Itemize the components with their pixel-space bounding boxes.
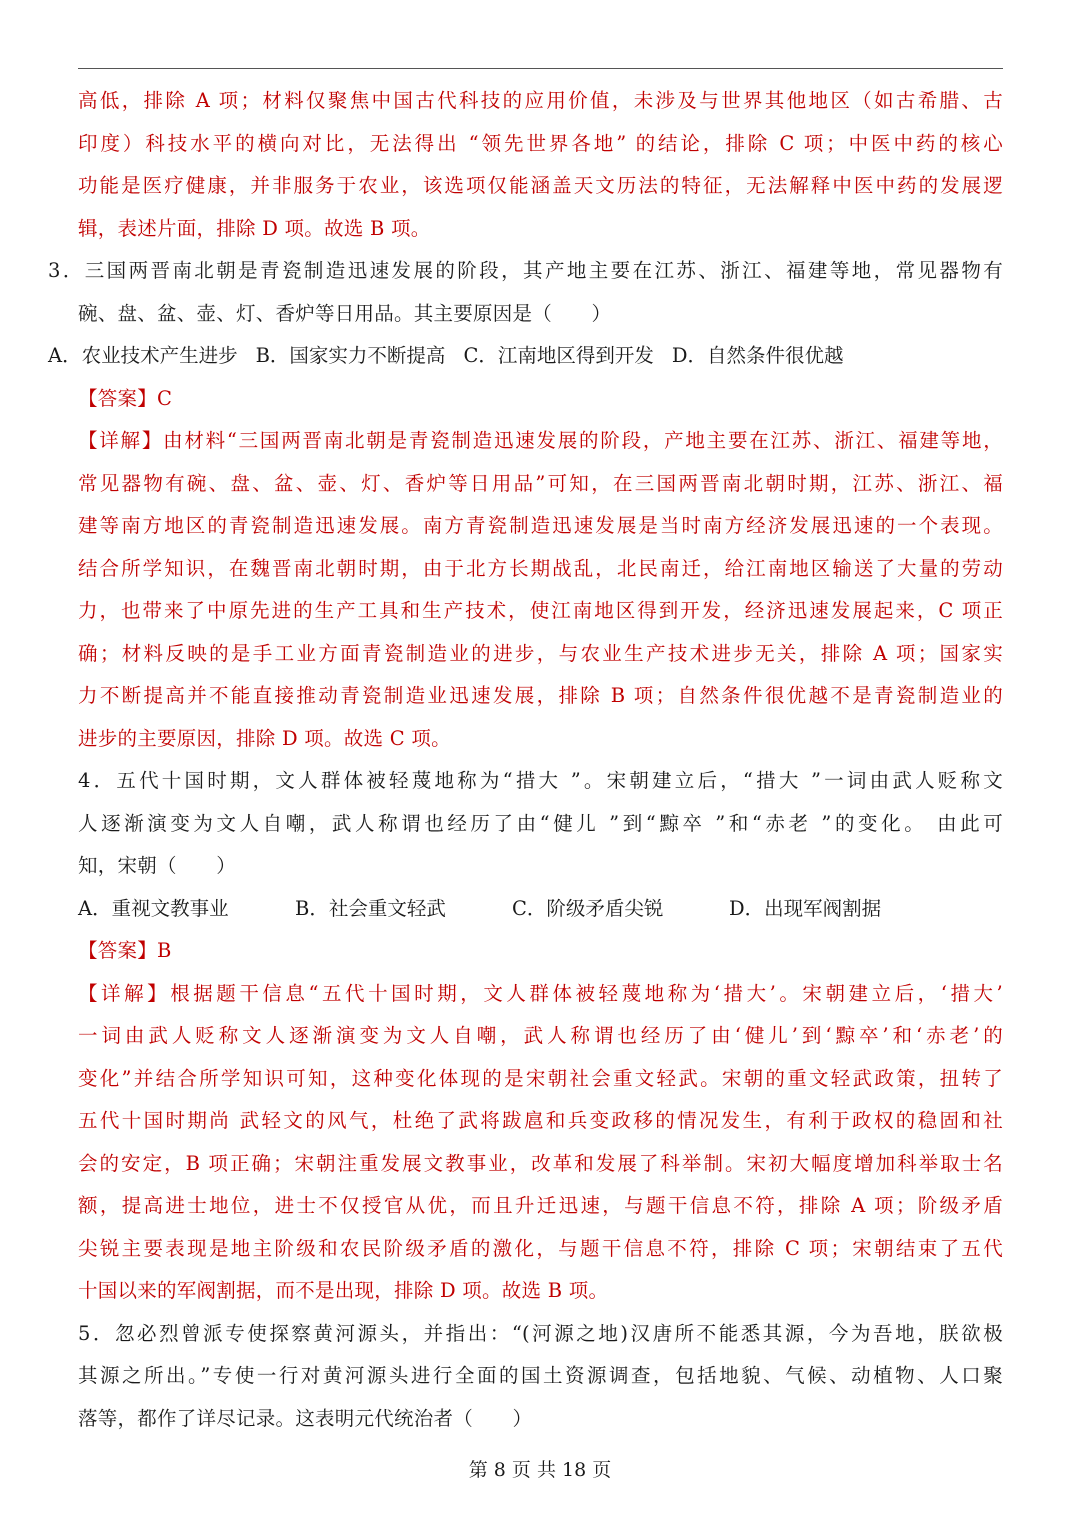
explanation-line: 常见器物有碗、盘、盆、壶、灯、香炉等日用品”可知，在三国两晋南北朝时期，江苏、浙江、福: [78, 471, 1003, 495]
option-a: A．重视文教事业: [78, 896, 229, 920]
answer-label: 【答案】C: [78, 386, 173, 410]
question-stem-line: 5．忽必烈曾派专使探察黄河源头，并指出：“(河源之地)汉唐所不能悉其源，今为吾地，朕欲极: [78, 1321, 1003, 1345]
option-b: B．国家实力不断提高: [255, 344, 446, 367]
answer-label: 【答案】B: [78, 939, 172, 962]
question-stem-line: 知，宋朝（ ）: [78, 854, 237, 877]
option-b: B．社会重文轻武: [295, 896, 446, 920]
explanation-line: 结合所学知识，在魏晋南北朝时期，由于北方长期战乱，北民南迁，给江南地区输送了大量的劳动: [78, 556, 1003, 580]
question-5: [78, 1313, 1003, 1441]
explanation-line: 【详解】由材料“三国两晋南北朝是青瓷制造迅速发展的阶段，产地主要在江苏、浙江、福建等地，: [78, 429, 1003, 452]
option-d: D．自然条件很优越: [671, 344, 844, 367]
page-number: 第 8 页 共 18 页: [468, 1459, 612, 1481]
explanation-line: 额，提高进士地位，进士不仅授官从优，而且升迁迅速，与题干信息不符，排除 A 项；阶级矛盾: [78, 1194, 1003, 1217]
explanation-line: 变化”并结合所学知识可知，这种变化体现的是宋朝社会重文轻武。宋朝的重文轻武政策，扭转了: [78, 1066, 1003, 1090]
option-c: C．江南地区得到开发: [463, 344, 654, 367]
question-stem-line: 碗、盘、盆、壶、灯、香炉等日用品。其主要原因是（ ）: [78, 301, 612, 325]
option-a: A．农业技术产生进步: [48, 344, 238, 367]
explanation-line: 高低，排除 A 项；材料仅聚焦中国古代科技的应用价值，未涉及与世界其他地区（如古希腊、古: [78, 89, 1003, 112]
options-row: [78, 888, 1003, 931]
explanation-line: 尖锐主要表现是地主阶级和农民阶级矛盾的激化，与题干信息不符，排除 C 项；宋朝结束了五代: [78, 1236, 1003, 1260]
explanation-line: 五代十国时期尚 武轻文的风气，杜绝了武将跋扈和兵变政移的情况发生，有利于政权的稳固和社: [78, 1109, 1003, 1132]
page-content: [48, 80, 1003, 1440]
header-rule: [78, 68, 1003, 69]
question-3: [48, 250, 1003, 760]
explanation-line: 会的安定，B 项正确；宋朝注重发展文教事业，改革和发展了科举制。宋初大幅度增加科举取士名: [78, 1151, 1003, 1175]
question-stem-line: 其源之所出。”专使一行对黄河源头进行全面的国土资源调查，包括地貌、气候、动植物、人口聚: [78, 1364, 1003, 1387]
explanation-line: 一词由武人贬称文人逐渐演变为文人自嘲，武人称谓也经历了由‘健儿’到‘黥卒’和‘赤老’的: [78, 1024, 1003, 1047]
option-c: C．阶级矛盾尖锐: [512, 896, 664, 920]
prev-explanation: [78, 80, 1003, 250]
question-4: [78, 760, 1003, 1313]
explanation-line: 印度）科技水平的横向对比，无法得出 “领先世界各地” 的结论，排除 C 项；中医中药的核心: [78, 131, 1003, 155]
explanation-line: 辑，表述片面，排除 D 项。故选 B 项。: [78, 216, 431, 240]
explanation-line: 确；材料反映的是手工业方面青瓷制造业的进步，与农业生产技术进步无关，排除 A 项；国家实: [78, 641, 1003, 665]
question-stem-line: 3．三国两晋南北朝是青瓷制造迅速发展的阶段，其产地主要在江苏、浙江、福建等地，常见器物有: [48, 259, 1003, 282]
explanation-line: 建等南方地区的青瓷制造迅速发展。南方青瓷制造迅速发展是当时南方经济发展迅速的一个表现。: [78, 514, 1003, 537]
explanation-line: 进步的主要原因，排除 D 项。故选 C 项。: [78, 726, 451, 750]
option-d: D．出现军阀割据: [729, 896, 882, 920]
question-stem-line: 4．五代十国时期，文人群体被轻蔑地称为“措大 ”。宋朝建立后，“措大 ”一词由武人贬称文: [78, 769, 1003, 792]
explanation-line: 功能是医疗健康，并非服务于农业，该选项仅能涵盖天文历法的特征，无法解释中医中药的发展逻: [78, 174, 1003, 197]
question-stem-line: 落等，都作了详尽记录。这表明元代统治者（ ）: [78, 1406, 533, 1430]
explanation-line: 十国以来的军阀割据，而不是出现，排除 D 项。故选 B 项。: [78, 1279, 609, 1302]
explanation-line: 【详解】根据题干信息“五代十国时期，文人群体被轻蔑地称为‘措大’。宋朝建立后，‘措大’: [78, 981, 1003, 1005]
explanation-line: 力不断提高并不能直接推动青瓷制造业迅速发展，排除 B 项；自然条件很优越不是青瓷制造业的: [78, 684, 1003, 707]
question-stem-line: 人逐渐演变为文人自嘲，武人称谓也经历了由“健儿 ”到“黥卒 ”和“赤老 ”的变化。 由此可: [78, 811, 1003, 835]
explanation-line: 力，也带来了中原先进的生产工具和生产技术，使江南地区得到开发，经济迅速发展起来，C 项正: [78, 599, 1003, 622]
options-row: [48, 335, 1003, 378]
